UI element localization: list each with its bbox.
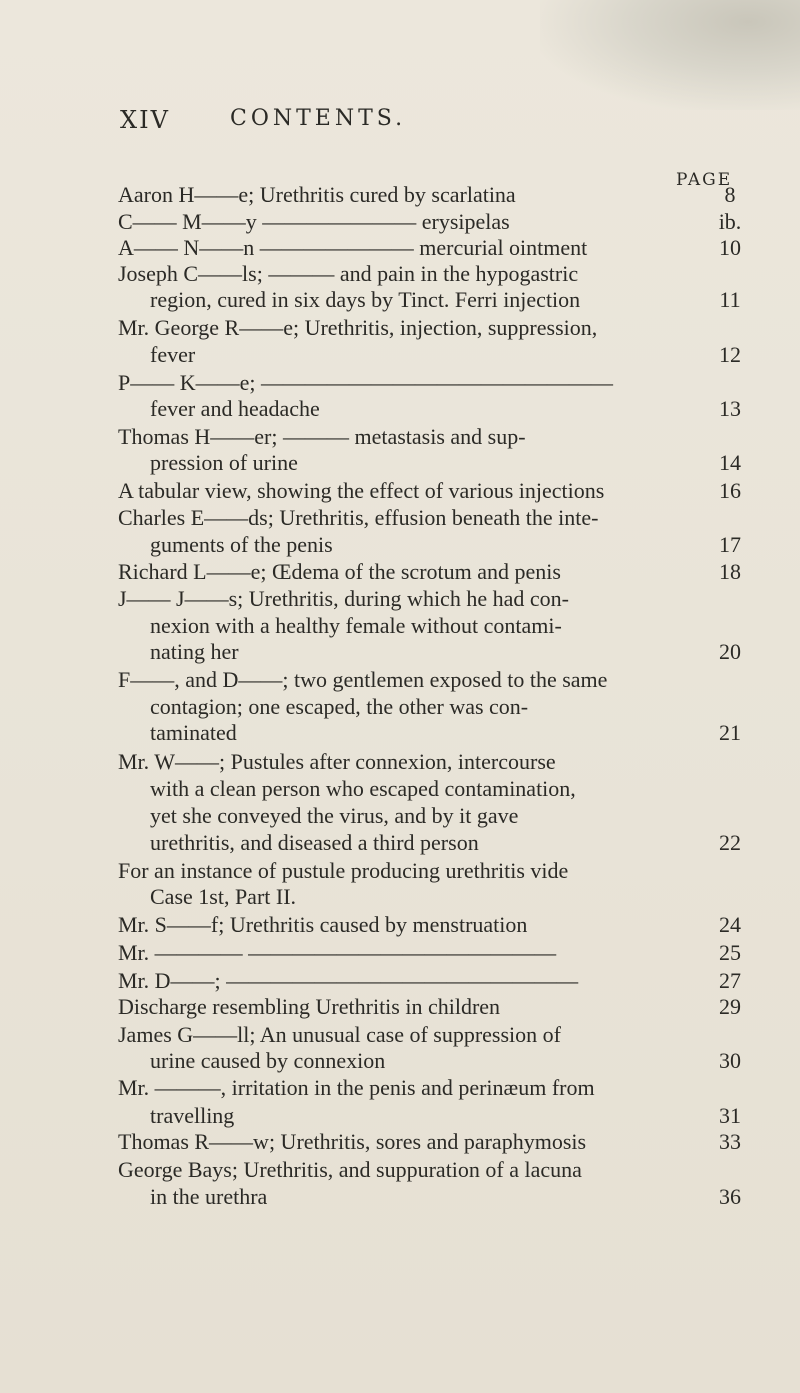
toc-entry-text: guments of the penis [150,532,333,557]
toc-entry-text: F——, and D——; two gentlemen exposed to the same [118,667,608,692]
toc-entry-page-number: 24 [719,912,741,937]
toc-entry-text: Charles E——ds; Urethritis, effusion beneath the inte- [118,505,599,530]
page-folio: XIV [120,106,170,134]
toc-entry-page-number: 20 [719,639,741,664]
toc-entry-text: C—— M——y ——————— erysipelas [118,209,510,234]
toc-entry-page-number: ib. [718,209,742,234]
toc-entry-page-number: 21 [719,720,741,745]
toc-entry-text: Aaron H——e; Urethritis cured by scarlatina [118,182,516,207]
toc-entry-text: urine caused by connexion [150,1048,386,1073]
toc-entry-page-number: 17 [719,532,741,557]
toc-entry-text: James G——ll; An unusual case of suppression of [118,1022,561,1047]
running-title: CONTENTS. [230,106,407,131]
toc-entry-page-number: 31 [719,1103,741,1128]
toc-entry-text: with a clean person who escaped contamination, [150,776,576,801]
toc-entry-text: A—— N——n ——————— mercurial ointment [118,235,588,260]
toc-entry-page-number: 33 [719,1129,741,1154]
toc-entry-text: Mr. D——; ———————————————— [118,968,579,993]
toc-entry-text: For an instance of pustule producing urethritis vide [118,858,569,883]
toc-entry-text: Mr. S——f; Urethritis caused by menstruation [118,912,528,937]
toc-entry-page-number: 14 [719,450,741,475]
toc-entry-text: fever [150,342,196,367]
toc-entry-page-number: 29 [719,994,741,1019]
toc-entry-text: Thomas H——er; ——— metastasis and sup- [118,424,526,449]
toc-entry-text: Case 1st, Part II. [150,884,297,909]
toc-entry-text: Discharge resembling Urethritis in children [118,994,501,1019]
toc-entry-text: Thomas R——w; Urethritis, sores and paraphymosis [118,1129,587,1154]
toc-entry-text: Mr. W——; Pustules after connexion, intercourse [118,749,556,774]
toc-entry-text: in the urethra [150,1184,268,1209]
toc-entry-page-number: 18 [719,559,741,584]
toc-entry-page-number: 10 [719,235,741,260]
toc-entry-page-number: 25 [719,940,741,965]
toc-entry-text: nexion with a healthy female without contami- [150,613,562,638]
toc-entry-text: Richard L——e; Œdema of the scrotum and penis [118,559,561,584]
toc-entry-text: George Bays; Urethritis, and suppuration of a lacuna [118,1157,582,1182]
page-column-label: PAGE [676,170,733,190]
toc-entry-text: P—— K——e; ———————————————— [118,370,613,395]
toc-entry-text: fever and headache [150,396,320,421]
toc-entry-page-number: 27 [719,968,741,993]
toc-entry-text: A tabular view, showing the effect of various injections [118,478,605,503]
toc-entry-text: pression of urine [150,450,298,475]
toc-entry-page-number: 36 [719,1184,741,1209]
toc-entry-text: Mr. George R——e; Urethritis, injection, suppression, [118,315,598,340]
toc-entry-page-number: 8 [724,182,736,207]
toc-entry-text: taminated [150,720,237,745]
toc-entry-text: nating her [150,639,239,664]
toc-entry-page-number: 16 [719,478,741,503]
toc-entry-page-number: 22 [719,830,741,855]
toc-entry-text: travelling [150,1103,235,1128]
toc-entry-text: Mr. ———— —————————————— [118,940,557,965]
toc-entry-page-number: 12 [719,342,741,367]
toc-entry-text: Joseph C——ls; ——— and pain in the hypogastric [118,261,579,286]
toc-entry-text: Mr. ———, irritation in the penis and perinæum from [118,1075,595,1100]
toc-entry-page-number: 11 [719,287,741,312]
toc-entry-page-number: 30 [719,1048,741,1073]
toc-entry-text: urethritis, and diseased a third person [150,830,479,855]
toc-entry-text: contagion; one escaped, the other was con- [150,694,529,719]
toc-entry-text: yet she conveyed the virus, and by it gave [150,803,519,828]
toc-entry-page-number: 13 [719,396,741,421]
toc-entry-text: region, cured in six days by Tinct. Ferri injection [150,287,581,312]
toc-entry-text: J—— J——s; Urethritis, during which he had con- [118,586,569,611]
